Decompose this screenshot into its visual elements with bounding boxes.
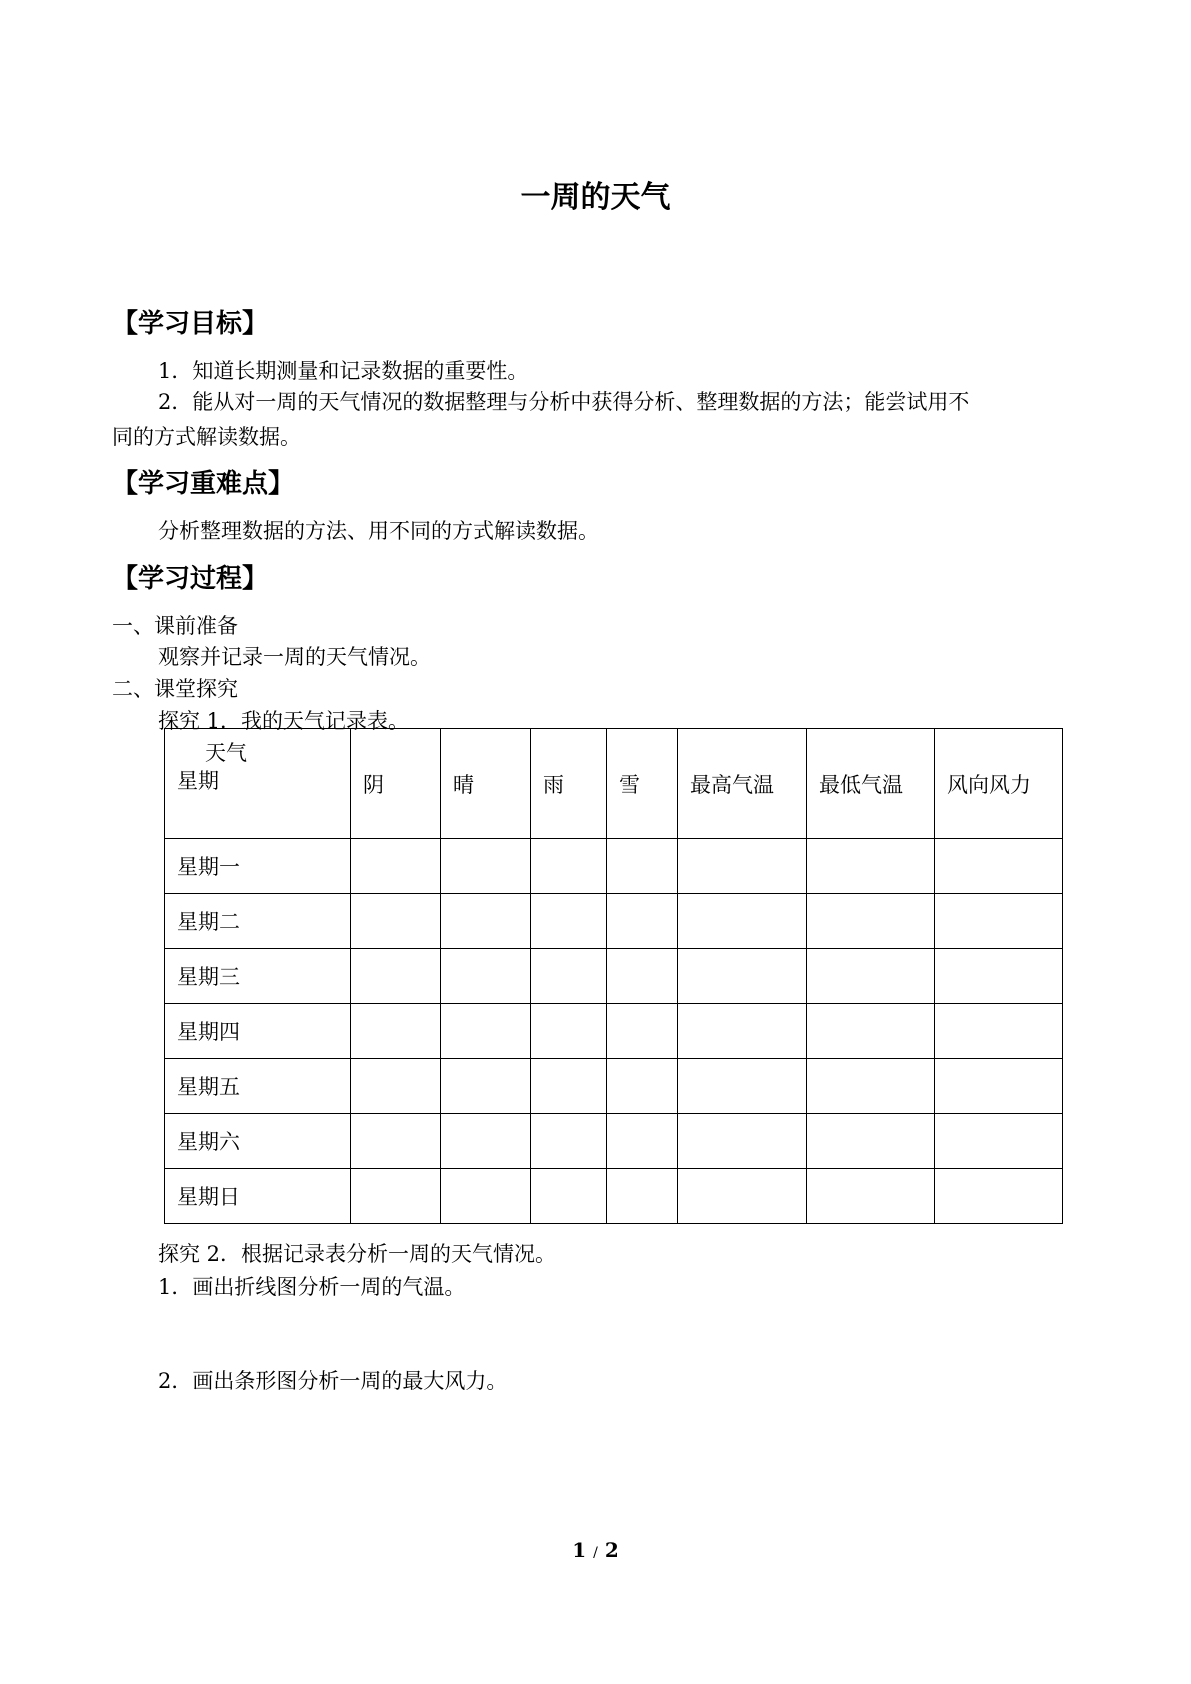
empty-cell bbox=[351, 1059, 441, 1114]
objective-item-1: 1．知道长期测量和记录数据的重要性。 bbox=[158, 359, 529, 383]
empty-cell bbox=[531, 1169, 607, 1224]
empty-cell bbox=[441, 894, 531, 949]
objectives-heading: 【学习目标】 bbox=[112, 309, 269, 339]
empty-cell bbox=[441, 1114, 531, 1169]
page-title: 一周的天气 bbox=[520, 180, 671, 215]
empty-cell bbox=[607, 1114, 678, 1169]
column-header: 晴 bbox=[441, 729, 531, 839]
empty-cell bbox=[441, 1059, 531, 1114]
empty-cell bbox=[935, 894, 1063, 949]
empty-cell bbox=[441, 839, 531, 894]
corner-weather-label: 天气 bbox=[205, 741, 247, 765]
table-corner-cell bbox=[165, 729, 351, 839]
empty-cell bbox=[607, 949, 678, 1004]
table-row bbox=[165, 949, 1063, 1004]
empty-cell bbox=[935, 839, 1063, 894]
table-row bbox=[165, 839, 1063, 894]
empty-cell bbox=[531, 839, 607, 894]
current-page: 1 bbox=[572, 1538, 587, 1562]
empty-cell bbox=[935, 1169, 1063, 1224]
table-header-row bbox=[165, 729, 1063, 839]
process-heading: 【学习过程】 bbox=[112, 564, 269, 594]
empty-cell bbox=[807, 839, 935, 894]
row-label: 星期一 bbox=[165, 839, 351, 894]
column-header: 最低气温 bbox=[807, 729, 935, 839]
explore2-label: 探究 2．根据记录表分析一周的天气情况。 bbox=[158, 1242, 557, 1266]
empty-cell bbox=[935, 1114, 1063, 1169]
explore1-label: 探究 1．我的天气记录表。 bbox=[158, 709, 410, 733]
row-label: 星期五 bbox=[165, 1059, 351, 1114]
table-row bbox=[165, 1059, 1063, 1114]
empty-cell bbox=[935, 1059, 1063, 1114]
empty-cell bbox=[678, 1004, 807, 1059]
empty-cell bbox=[678, 949, 807, 1004]
column-header: 阴 bbox=[351, 729, 441, 839]
weather-record-table bbox=[164, 728, 1063, 1224]
empty-cell bbox=[351, 949, 441, 1004]
empty-cell bbox=[441, 949, 531, 1004]
page-number bbox=[0, 1538, 1191, 1562]
empty-cell bbox=[607, 1004, 678, 1059]
key-points-heading: 【学习重难点】 bbox=[112, 469, 295, 499]
column-header: 雪 bbox=[607, 729, 678, 839]
part1-title: 一、课前准备 bbox=[112, 614, 238, 638]
empty-cell bbox=[607, 1169, 678, 1224]
objective-item-2-line-2: 同的方式解读数据。 bbox=[112, 425, 301, 449]
empty-cell bbox=[351, 1114, 441, 1169]
table-row bbox=[165, 1004, 1063, 1059]
objective-item-2-line-1: 2．能从对一周的天气情况的数据整理与分析中获得分析、整理数据的方法；能尝试用不 bbox=[158, 390, 970, 414]
table-row bbox=[165, 1114, 1063, 1169]
key-points-text: 分析整理数据的方法、用不同的方式解读数据。 bbox=[158, 519, 599, 543]
row-label: 星期四 bbox=[165, 1004, 351, 1059]
empty-cell bbox=[607, 1059, 678, 1114]
corner-day-label: 星期 bbox=[177, 769, 219, 793]
empty-cell bbox=[351, 1004, 441, 1059]
empty-cell bbox=[351, 839, 441, 894]
empty-cell bbox=[531, 1004, 607, 1059]
empty-cell bbox=[807, 1169, 935, 1224]
empty-cell bbox=[351, 1169, 441, 1224]
empty-cell bbox=[807, 894, 935, 949]
empty-cell bbox=[531, 894, 607, 949]
empty-cell bbox=[678, 839, 807, 894]
empty-cell bbox=[607, 894, 678, 949]
column-header: 风向风力 bbox=[935, 729, 1063, 839]
part1-text: 观察并记录一周的天气情况。 bbox=[158, 645, 431, 669]
total-pages: 2 bbox=[604, 1538, 619, 1562]
table-row bbox=[165, 1169, 1063, 1224]
empty-cell bbox=[678, 1059, 807, 1114]
column-header: 雨 bbox=[531, 729, 607, 839]
row-label: 星期六 bbox=[165, 1114, 351, 1169]
empty-cell bbox=[531, 1059, 607, 1114]
empty-cell bbox=[678, 1114, 807, 1169]
empty-cell bbox=[441, 1004, 531, 1059]
column-header: 最高气温 bbox=[678, 729, 807, 839]
empty-cell bbox=[531, 949, 607, 1004]
empty-cell bbox=[678, 1169, 807, 1224]
empty-cell bbox=[607, 839, 678, 894]
task1-text: 1．画出折线图分析一周的气温。 bbox=[158, 1275, 466, 1299]
empty-cell bbox=[351, 894, 441, 949]
row-label: 星期三 bbox=[165, 949, 351, 1004]
empty-cell bbox=[531, 1114, 607, 1169]
page-separator: / bbox=[593, 1545, 598, 1561]
empty-cell bbox=[678, 894, 807, 949]
empty-cell bbox=[807, 1004, 935, 1059]
empty-cell bbox=[935, 1004, 1063, 1059]
part2-title: 二、课堂探究 bbox=[112, 677, 238, 701]
empty-cell bbox=[807, 1114, 935, 1169]
table-row bbox=[165, 894, 1063, 949]
empty-cell bbox=[807, 949, 935, 1004]
empty-cell bbox=[441, 1169, 531, 1224]
row-label: 星期二 bbox=[165, 894, 351, 949]
row-label: 星期日 bbox=[165, 1169, 351, 1224]
empty-cell bbox=[935, 949, 1063, 1004]
task2-text: 2．画出条形图分析一周的最大风力。 bbox=[158, 1369, 508, 1393]
empty-cell bbox=[807, 1059, 935, 1114]
